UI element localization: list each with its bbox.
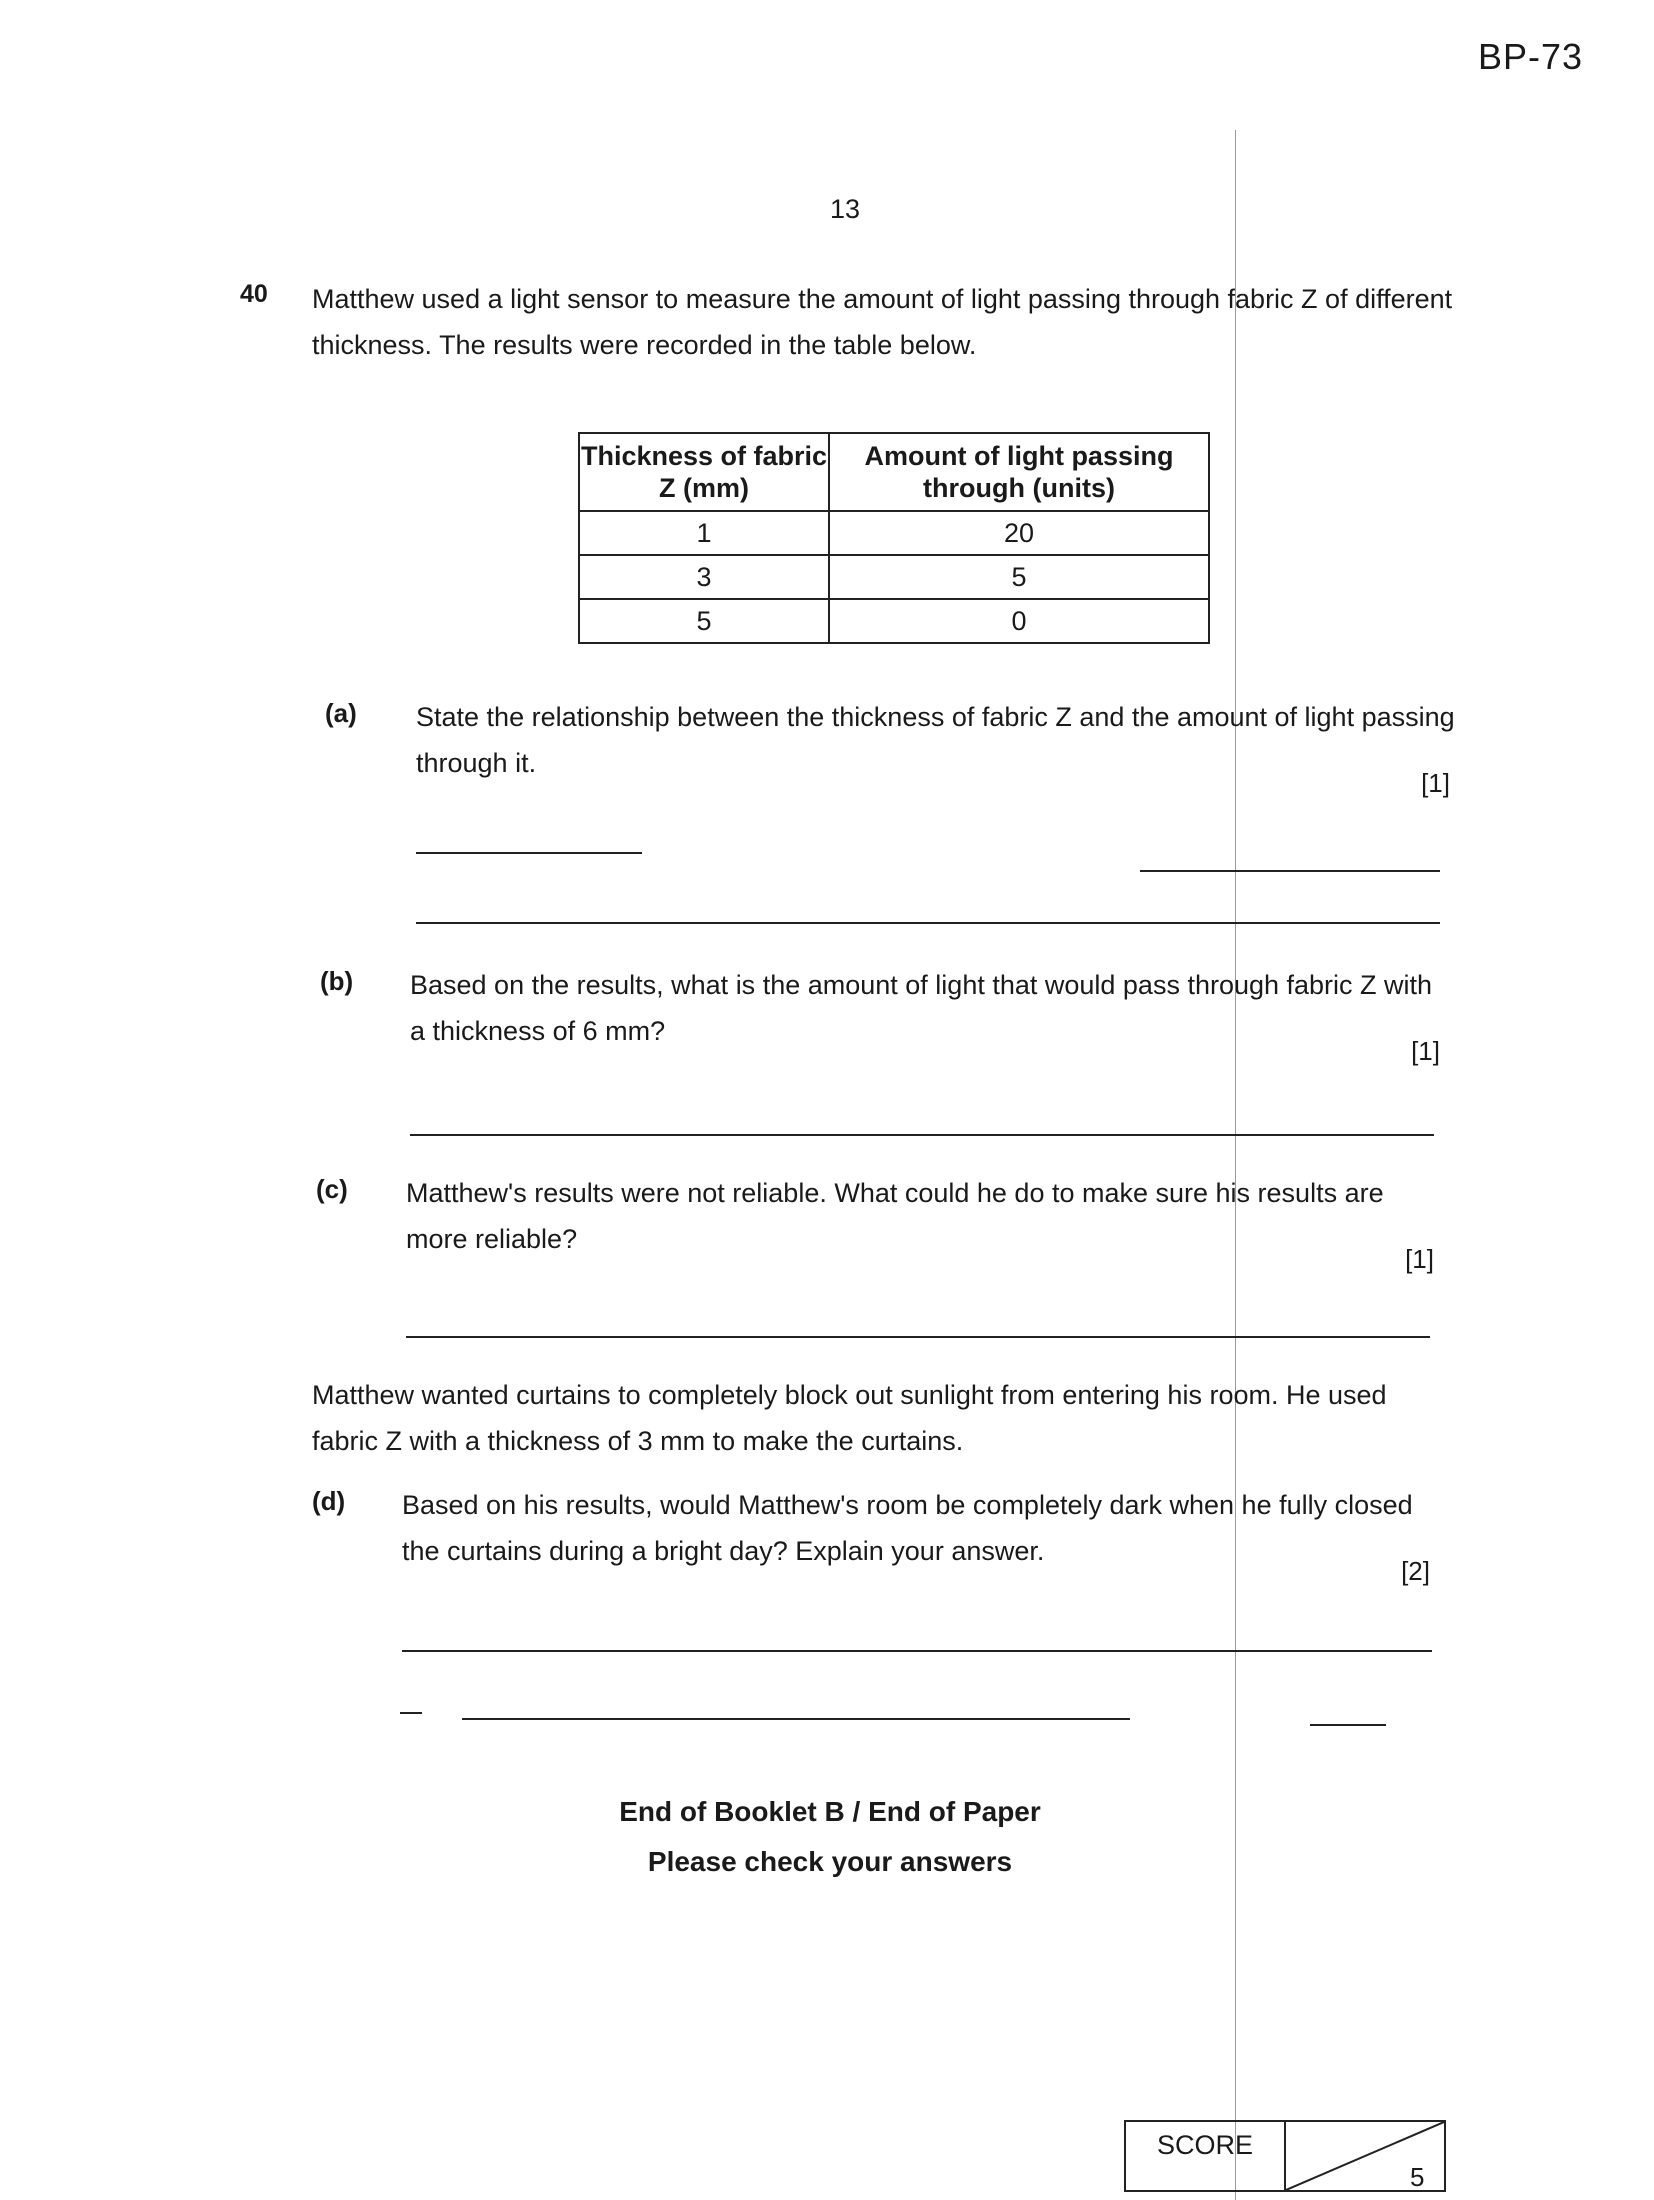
page-number: 13 [830,194,861,224]
table-cell: 0 [829,599,1209,643]
score-max: 5 [1410,2162,1425,2192]
answer-line-a1[interactable] [416,852,642,854]
answer-line-b1[interactable] [410,1134,1434,1136]
part-c-text: Matthew's results were not reliable. What could he do to make sure his results are more reliable? [406,1178,1384,1254]
question-intro: Matthew used a light sensor to measure the amount of light passing through fabric Z of different thickness. The results were recorded in the table below. [312,284,1453,360]
answer-line-a3[interactable] [416,922,1440,924]
part-d-text: Based on his results, would Matthew's room be completely dark when he fully closed the curtains during a bright day? Explain your answer. [402,1490,1413,1566]
part-c-marks: [1] [1405,1244,1434,1274]
answer-line-c1[interactable] [406,1336,1430,1338]
part-d-marks: [2] [1401,1556,1430,1586]
part-a-marks: [1] [1421,768,1450,798]
answer-line-a2[interactable] [1140,870,1440,872]
table-row [579,599,1209,643]
part-a-text: State the relationship between the thickness of fabric Z and the amount of light passing through it. [416,702,1455,778]
score-box [1124,2120,1446,2192]
answer-line-d2[interactable] [462,1718,1130,1720]
table-header-thickness: Thickness of fabric Z (mm) [579,433,829,511]
part-b-marks: [1] [1411,1036,1440,1066]
table-row [579,511,1209,555]
check-answers-text: Please check your answers [647,1846,1013,1877]
scan-artifact-line [1235,130,1236,2200]
end-of-paper-text: End of Booklet B / End of Paper [619,1796,1041,1827]
question-number: 40 [240,280,268,308]
table-header-light: Amount of light passing through (units) [829,433,1209,511]
results-table [578,432,1210,644]
answer-line-d2-stub [400,1712,422,1714]
paper-code: BP-73 [1478,36,1584,77]
part-d-label: (d) [312,1486,346,1516]
table-row [579,555,1209,599]
part-b-label: (b) [320,966,354,996]
part-a-label: (a) [325,698,357,728]
table-cell: 20 [829,511,1209,555]
table-cell: 1 [579,511,829,555]
part-d-context: Matthew wanted curtains to completely block out sunlight from entering his room. He used fabric Z with a thickness of 3 mm to make the curtains. [312,1380,1387,1456]
part-c-label: (c) [316,1174,348,1204]
answer-line-d3[interactable] [1310,1724,1386,1726]
answer-line-d1[interactable] [402,1650,1432,1652]
table-cell: 3 [579,555,829,599]
part-b-text: Based on the results, what is the amount of light that would pass through fabric Z with a thickness of 6 mm? [410,970,1433,1046]
table-cell: 5 [829,555,1209,599]
score-label: SCORE [1126,2122,1286,2190]
table-cell: 5 [579,599,829,643]
